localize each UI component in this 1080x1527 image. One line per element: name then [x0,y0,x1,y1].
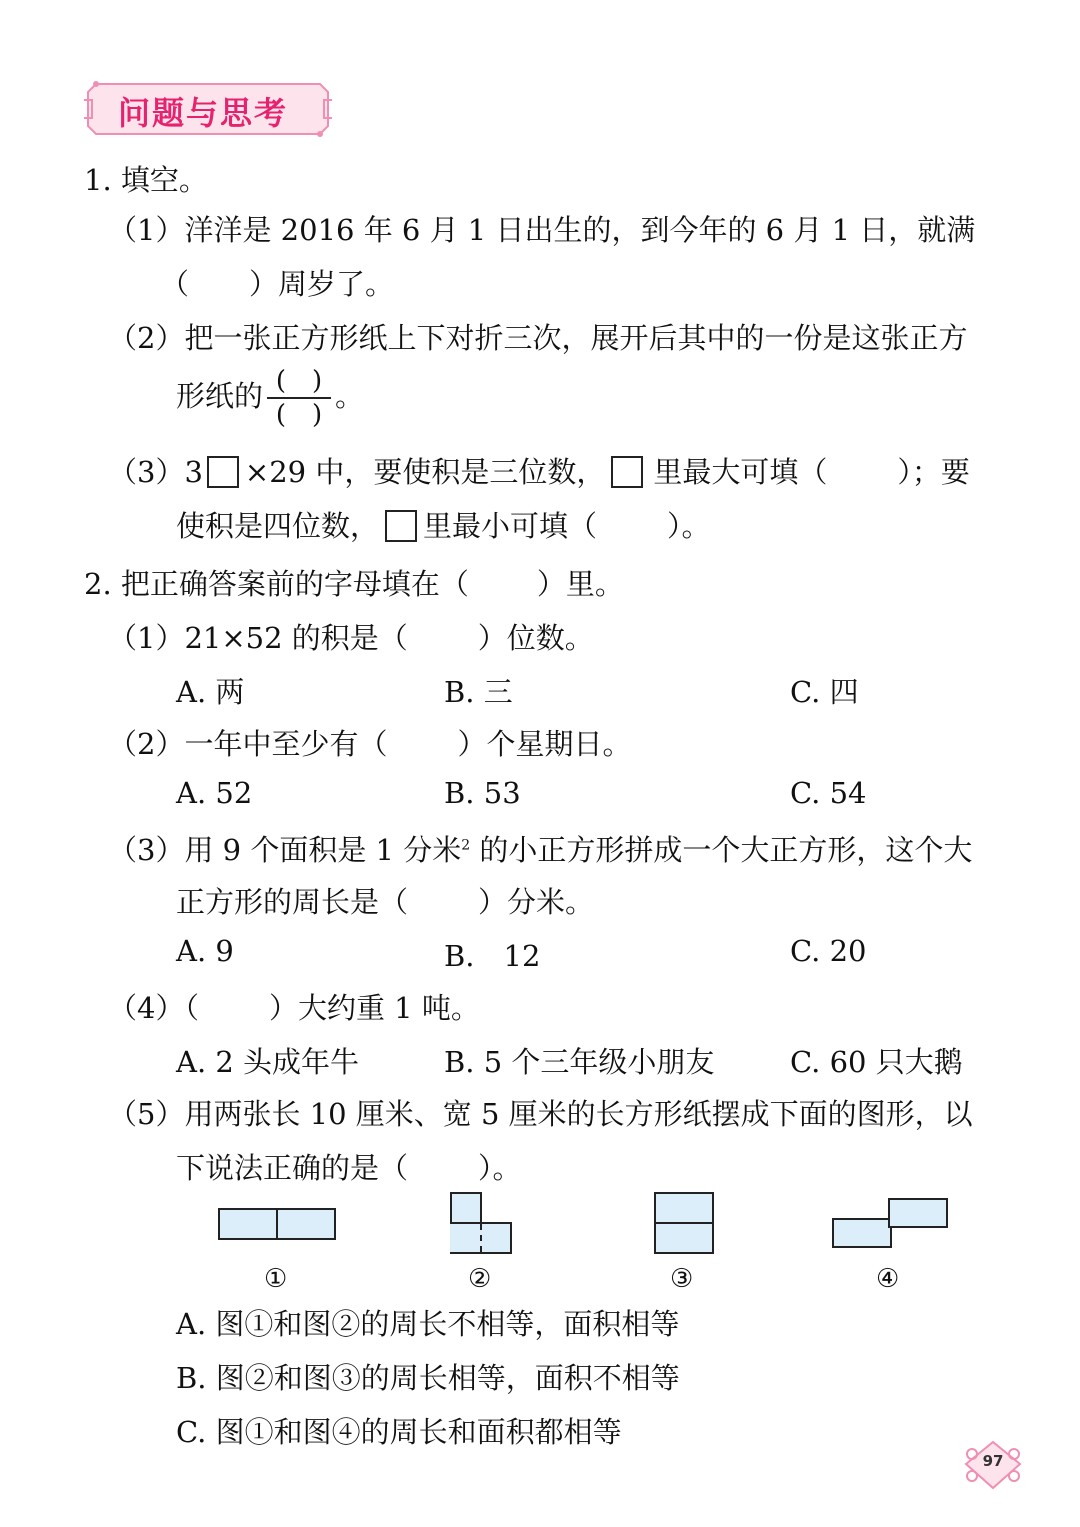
q2-5-stem-line2 [176,1146,522,1187]
figure-label: ① [264,1264,288,1294]
q1-3-part-d: ）；要 [897,455,970,489]
fraction-blank[interactable] [267,368,331,428]
q1-1-line1: （1）洋洋是 2016 年 6 月 1 日出生的，到今年的 6 月 1 日，就满 [108,213,976,247]
q1-2-prefix: 形纸的 [176,379,264,413]
q1-2-line2 [176,368,364,428]
paper-rect [888,1198,948,1228]
q1-3-line2-b: 里最小可填（ [423,509,598,543]
paper-rect [654,1222,714,1254]
section-banner [82,80,334,138]
digit-box[interactable] [611,456,643,488]
paper-rect [218,1208,278,1240]
figure-label: ② [468,1264,492,1294]
option-a[interactable]: A. 图①和图②的周长不相等，面积相等 [176,1307,680,1341]
q2-4-stem [108,986,480,1027]
option-b[interactable]: B. 三 [444,675,513,709]
q2-title [84,562,624,603]
figure-label: ③ [670,1264,694,1294]
q2-3-stem-line1 [108,828,972,869]
q2-3-stem-line2-post: ）分米。 [478,885,595,919]
fraction-bar [267,397,331,399]
q1-3-part-c: 里最大可填（ [653,455,828,489]
q1-2-line1: （2）把一张正方形纸上下对折三次，展开后其中的一份是这张正方 [108,321,968,355]
paper-rect [276,1208,336,1240]
q2-2-stem-post: ）个星期日。 [457,727,632,761]
option-c[interactable]: C. 60 只大鹅 [790,1045,963,1079]
option-a[interactable]: A. 9 [176,934,234,968]
q2-3-stem-line2-text: 正方形的周长是（ [176,885,409,919]
digit-box[interactable] [207,456,239,488]
page-number: 97 [982,1452,1004,1470]
option-c[interactable]: C. 图①和图④的周长和面积都相等 [176,1415,622,1449]
q2-3-superscript: 2 [461,837,471,854]
fraction-numerator: ( ) [275,366,323,396]
q1-3-part-b: ×29 中，要使积是三位数， [244,455,606,489]
q2-3-stem-a: （3）用 9 个面积是 1 分米 [108,833,462,867]
q2-5-stem-line2-post: ）。 [478,1151,522,1185]
option-b[interactable]: B. 53 [444,776,521,810]
q1-1-line2 [160,262,394,303]
dashed-fold-line [480,1224,482,1252]
option-c[interactable]: C. 四 [790,675,859,709]
paper-rect [654,1192,714,1224]
q2-title-text: 2. 把正确答案前的字母填在（ [84,567,469,601]
option-b[interactable]: B. 图②和图③的周长相等，面积不相等 [176,1361,680,1395]
q2-3-stem-line2 [176,880,594,921]
q2-5-stem-line1: （5）用两张长 10 厘米、宽 5 厘米的长方形纸摆成下面的图形，以 [108,1097,973,1131]
page-number-badge [962,1440,1024,1492]
option-b[interactable]: B. 5 个三年级小朋友 [444,1045,715,1079]
q1-3-line1 [108,450,970,491]
figure-label: ④ [876,1264,900,1294]
option-a[interactable]: A. 两 [176,675,245,709]
q1-title: 1. 填空。 [84,163,208,197]
q2-1-stem [108,616,594,657]
q1-3-line2-c: ）。 [667,509,711,543]
q1-3-part-a: （3）3 [108,455,203,489]
fraction-denominator: ( ) [275,400,323,430]
q1-3-line2-a: 使积是四位数， [176,509,380,543]
q2-5-stem-line2-text: 下说法正确的是（ [176,1151,409,1185]
q2-2-stem [108,722,631,763]
digit-box[interactable] [385,510,417,542]
option-c[interactable]: C. 54 [790,776,867,810]
q2-title-post: ）里。 [536,567,624,601]
q2-1-stem-text: （1）21×52 的积是（ [108,621,408,655]
q2-1-stem-post: ）位数。 [477,621,594,655]
option-a[interactable]: A. 2 头成年牛 [176,1045,360,1079]
section-title: 问题与思考 [118,94,289,132]
q2-2-stem-text: （2）一年中至少有（ [108,727,388,761]
option-b[interactable]: B. 12 [444,939,541,973]
q2-4-stem-text: （4）（ [108,991,199,1025]
option-c[interactable]: C. 20 [790,934,867,968]
q2-3-stem-b: 的小正方形拼成一个大正方形，这个大 [470,833,973,867]
q1-2-suffix: 。 [335,379,365,413]
q1-1-open: （ [160,267,190,301]
q1-1-close: ）周岁了。 [249,267,395,301]
q2-4-stem-post: ）大约重 1 吨。 [268,991,480,1025]
option-a[interactable]: A. 52 [176,776,253,810]
q1-3-line2 [176,504,711,545]
paper-rect [832,1218,892,1248]
